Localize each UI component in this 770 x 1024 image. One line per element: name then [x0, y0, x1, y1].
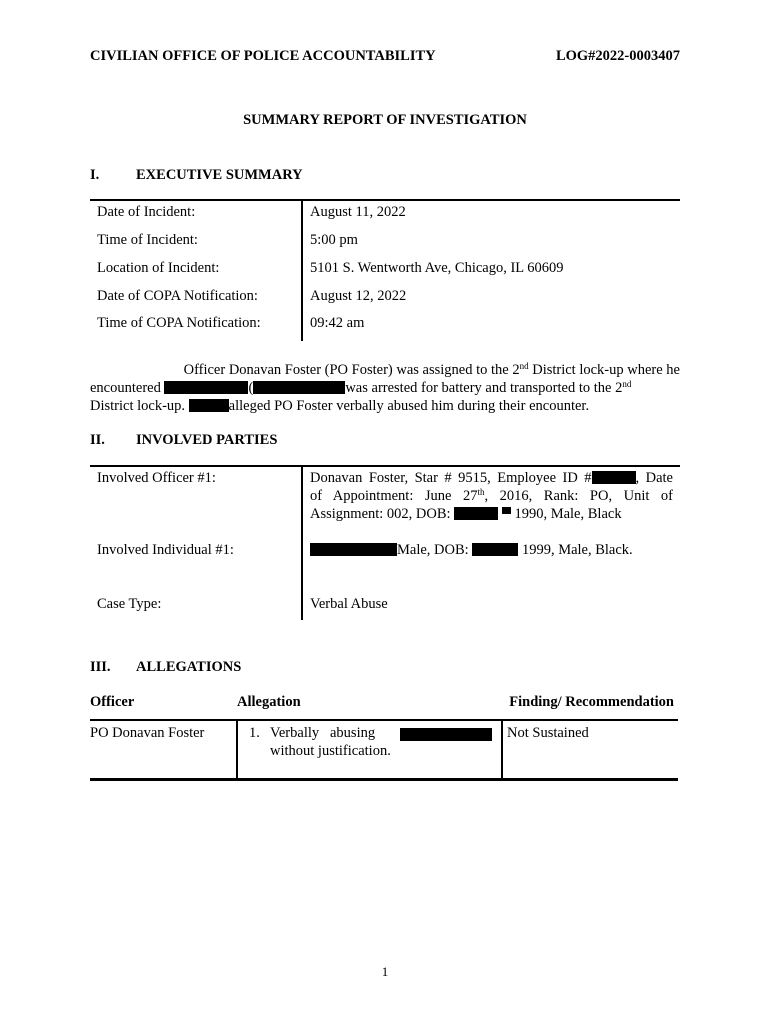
involved-officer-line-1: Donavan Foster, Star # 9515, Employee ID # , Date — [310, 470, 673, 486]
column-header-officer: Officer — [90, 694, 135, 710]
section-numeral: II. — [90, 432, 105, 448]
table-header-rule — [90, 719, 678, 721]
summary-line-3: District lock-up. alleged PO Foster verbally abused him during their encounter. — [90, 398, 590, 414]
notification-time-value: 09:42 am — [310, 315, 365, 331]
redaction-block — [189, 399, 229, 412]
table-top-rule — [90, 199, 680, 201]
column-header-allegation: Allegation — [237, 694, 301, 710]
redaction-block — [164, 381, 248, 394]
redaction-block — [472, 543, 518, 556]
involved-officer-line-2: of Appointment: June 27th, 2016, Rank: PO, Unit of — [310, 487, 673, 504]
allegation-finding: Not Sustained — [507, 725, 589, 741]
notification-date-label: Date of COPA Notification: — [97, 288, 258, 304]
section-numeral: I. — [90, 167, 100, 183]
allegation-redaction — [400, 727, 492, 744]
table-top-rule — [90, 465, 680, 467]
section-title-allegations: ALLEGATIONS — [136, 659, 242, 675]
involved-officer-label: Involved Officer #1: — [97, 470, 216, 486]
log-number: LOG#2022-0003407 — [555, 48, 680, 64]
incident-time-label: Time of Incident: — [97, 232, 198, 248]
incident-location-label: Location of Incident: — [97, 260, 220, 276]
table-bottom-rule — [90, 778, 678, 781]
summary-line-2: encountered ( was arrested for battery and transported to the 2nd — [90, 379, 632, 396]
allegation-officer-name: PO Donavan Foster — [90, 725, 205, 741]
redaction-block — [592, 471, 636, 484]
redaction-block — [400, 728, 492, 741]
table-column-divider — [236, 721, 238, 779]
notification-date-value: August 12, 2022 — [310, 288, 407, 304]
incident-date-label: Date of Incident: — [97, 204, 196, 220]
redaction-block — [253, 381, 345, 394]
table-column-divider — [501, 721, 503, 779]
involved-individual-label: Involved Individual #1: — [97, 542, 234, 558]
case-type-value: Verbal Abuse — [310, 596, 388, 612]
agency-name: CIVILIAN OFFICE OF POLICE ACCOUNTABILITY — [90, 48, 436, 64]
incident-date-value: August 11, 2022 — [310, 204, 406, 220]
report-title: SUMMARY REPORT OF INVESTIGATION — [243, 112, 527, 128]
table-column-divider — [301, 201, 303, 341]
section-numeral: III. — [90, 659, 111, 675]
incident-time-value: 5:00 pm — [310, 232, 358, 248]
redaction-block — [502, 507, 511, 514]
section-title-executive-summary: EXECUTIVE SUMMARY — [136, 167, 303, 183]
redaction-block — [310, 543, 397, 556]
page-number: 1 — [381, 964, 389, 979]
section-title-involved-parties: INVOLVED PARTIES — [136, 432, 278, 448]
involved-officer-line-3: Assignment: 002, DOB: 1990, Male, Black — [310, 506, 622, 522]
summary-line-1: Officer Donavan Foster (PO Foster) was assigned to the 2nd District lock-up where he — [183, 361, 680, 378]
column-header-finding: Finding/ Recommendation — [509, 694, 674, 710]
involved-individual-value: Male, DOB: 1999, Male, Black. — [310, 541, 633, 559]
incident-location-value: 5101 S. Wentworth Ave, Chicago, IL 60609 — [310, 260, 564, 276]
allegation-text-line-2: without justification. — [270, 743, 391, 759]
case-type-label: Case Type: — [97, 596, 162, 612]
redaction-block — [454, 507, 498, 520]
notification-time-label: Time of COPA Notification: — [97, 315, 261, 331]
allegation-number: 1. — [249, 725, 260, 741]
allegation-text-line-1: Verbally abusing — [270, 725, 376, 741]
table-column-divider — [301, 467, 303, 620]
